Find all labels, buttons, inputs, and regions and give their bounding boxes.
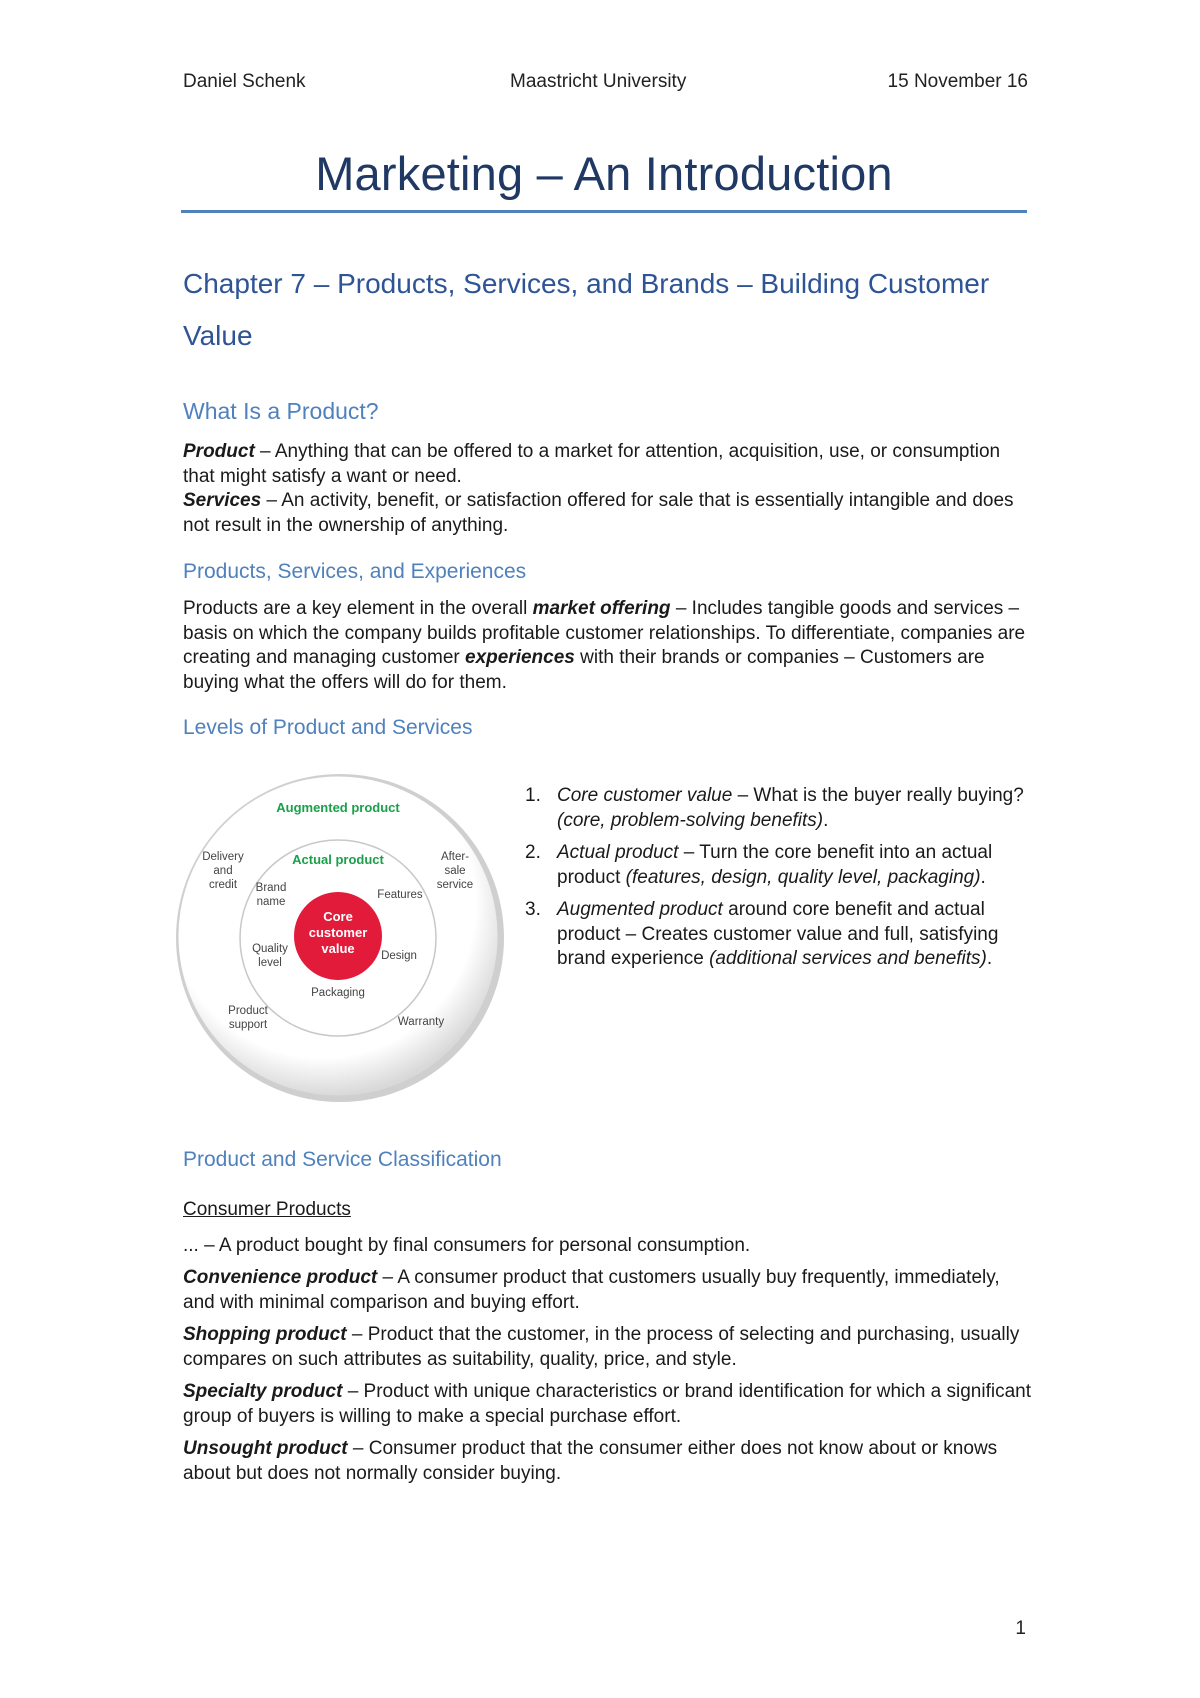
- product-levels-diagram: [170, 768, 510, 1108]
- list-term: Augmented product: [557, 899, 723, 920]
- product-definitions: [183, 440, 1033, 538]
- experiences-text-2: – Includes tangible goods and services – basis on which the company builds profitable customer relationships. To differentiate, companies are creating and managing customer: [183, 598, 1026, 668]
- features-label: Features: [377, 889, 423, 901]
- list-note: (additional services and benefits): [709, 948, 987, 969]
- list-end: .: [823, 809, 829, 831]
- core-label-line3: value: [321, 941, 355, 956]
- design-label: Design: [381, 950, 417, 962]
- definition-text: – A consumer product that customers usually buy frequently, immediately, and with minimal comparison and buying effort.: [183, 1267, 1000, 1313]
- definition-term: Specialty product: [183, 1381, 343, 1402]
- list-note: (features, design, quality level, packaging): [625, 866, 981, 888]
- warranty-label: Warranty: [397, 1016, 445, 1028]
- list-item: [525, 841, 1035, 890]
- quality-label-2: level: [258, 957, 282, 969]
- heading-what-is-product: What Is a Product?: [183, 398, 379, 424]
- list-text: around core benefit and actual product – Creates customer value and full, satisfying brand experience: [557, 899, 999, 969]
- experiences-text-1: Products are a key element in the overall: [183, 598, 533, 619]
- list-text: – Turn the core benefit into an actual product: [557, 842, 993, 888]
- chapter-heading: Chapter 7 – Products, Services, and Brands – Building Customer Value: [183, 268, 990, 351]
- heading-classification: Product and Service Classification: [183, 1148, 502, 1171]
- brand-label-1: Brand: [255, 882, 287, 894]
- product-definition: [183, 440, 1033, 489]
- quality-label-1: Quality: [252, 943, 288, 955]
- heading-levels: Levels of Product and Services: [183, 716, 473, 739]
- services-definition-text: – An activity, benefit, or satisfaction offered for sale that is essentially intangible and does not result in the ownership of anything.: [183, 490, 1014, 536]
- list-number: 2.: [525, 842, 541, 863]
- product-levels-svg: [170, 768, 510, 1108]
- title-underline: [181, 210, 1027, 213]
- consumer-products-intro: ... – A product bought by final consumers for personal consumption.: [183, 1235, 751, 1256]
- brand-label-2: name: [256, 896, 286, 908]
- definition-term: Convenience product: [183, 1267, 378, 1288]
- list-number: 1.: [525, 785, 541, 806]
- list-number: 3.: [525, 899, 541, 920]
- definition-term: Shopping product: [183, 1324, 347, 1345]
- core-label-line1: Core: [323, 909, 353, 924]
- list-end: .: [980, 866, 986, 888]
- list-item: [525, 898, 1035, 972]
- product-term: Product: [183, 441, 255, 462]
- experiences-paragraph: [183, 597, 1033, 695]
- experiences-term: experiences: [465, 647, 575, 668]
- aftersale-label-1: After-: [440, 851, 470, 863]
- definition-text: – Product with unique characteristics or brand identification for which a significant group of buyers is willing to make a special purchase effort.: [183, 1381, 1031, 1427]
- list-text: – What is the buyer really buying?: [732, 785, 1024, 806]
- delivery-label-1: Delivery: [202, 851, 244, 863]
- packaging-label: Packaging: [311, 987, 365, 999]
- delivery-label-2: and: [213, 865, 233, 877]
- definition-item: [183, 1323, 1033, 1372]
- market-offering-term: market offering: [532, 598, 671, 619]
- header-author: Daniel Schenk: [183, 71, 306, 92]
- actual-product-label: Actual product: [292, 852, 384, 867]
- services-definition: [183, 489, 1033, 538]
- page-number: 1: [1015, 1618, 1026, 1639]
- delivery-label-3: credit: [208, 879, 238, 891]
- document-title: Marketing – An Introduction: [315, 147, 893, 200]
- core-label-line2: customer: [308, 925, 368, 940]
- header-date: 15 November 16: [887, 71, 1028, 92]
- product-definition-text: – Anything that can be offered to a market for attention, acquisition, use, or consumption that might satisfy a want or need.: [183, 441, 1001, 487]
- definition-item: [183, 1380, 1033, 1429]
- aftersale-label-2: sale: [444, 865, 466, 877]
- definition-item: [183, 1437, 1033, 1486]
- augmented-product-label: Augmented product: [276, 800, 400, 815]
- heading-experiences: Products, Services, and Experiences: [183, 560, 527, 583]
- aftersale-label-3: service: [436, 879, 474, 891]
- list-end: .: [986, 948, 993, 969]
- list-term: Actual product: [557, 842, 679, 863]
- classification-definitions: [183, 1266, 1033, 1494]
- subheading-consumer-products: Consumer Products: [183, 1199, 351, 1220]
- list-item: [525, 784, 1035, 833]
- list-note: (core, problem-solving benefits): [557, 809, 824, 831]
- list-term: Core customer value: [557, 785, 733, 806]
- definition-text: – Product that the customer, in the process of selecting and purchasing, usually compares on such attributes as suitability, quality, price, and style.: [183, 1324, 1020, 1370]
- support-label-2: support: [228, 1019, 268, 1031]
- header-institution: Maastricht University: [510, 71, 687, 92]
- support-label-1: Product: [228, 1005, 268, 1017]
- experiences-text-3: with their brands or companies – Customers are buying what the offers will do for them.: [183, 647, 985, 693]
- definition-text: – Consumer product that the consumer either does not know about or knows about but does not normally consider buying.: [183, 1438, 998, 1484]
- definition-item: [183, 1266, 1033, 1315]
- definition-term: Unsought product: [183, 1438, 348, 1459]
- levels-list: [525, 784, 1035, 980]
- services-term: Services: [183, 490, 262, 511]
